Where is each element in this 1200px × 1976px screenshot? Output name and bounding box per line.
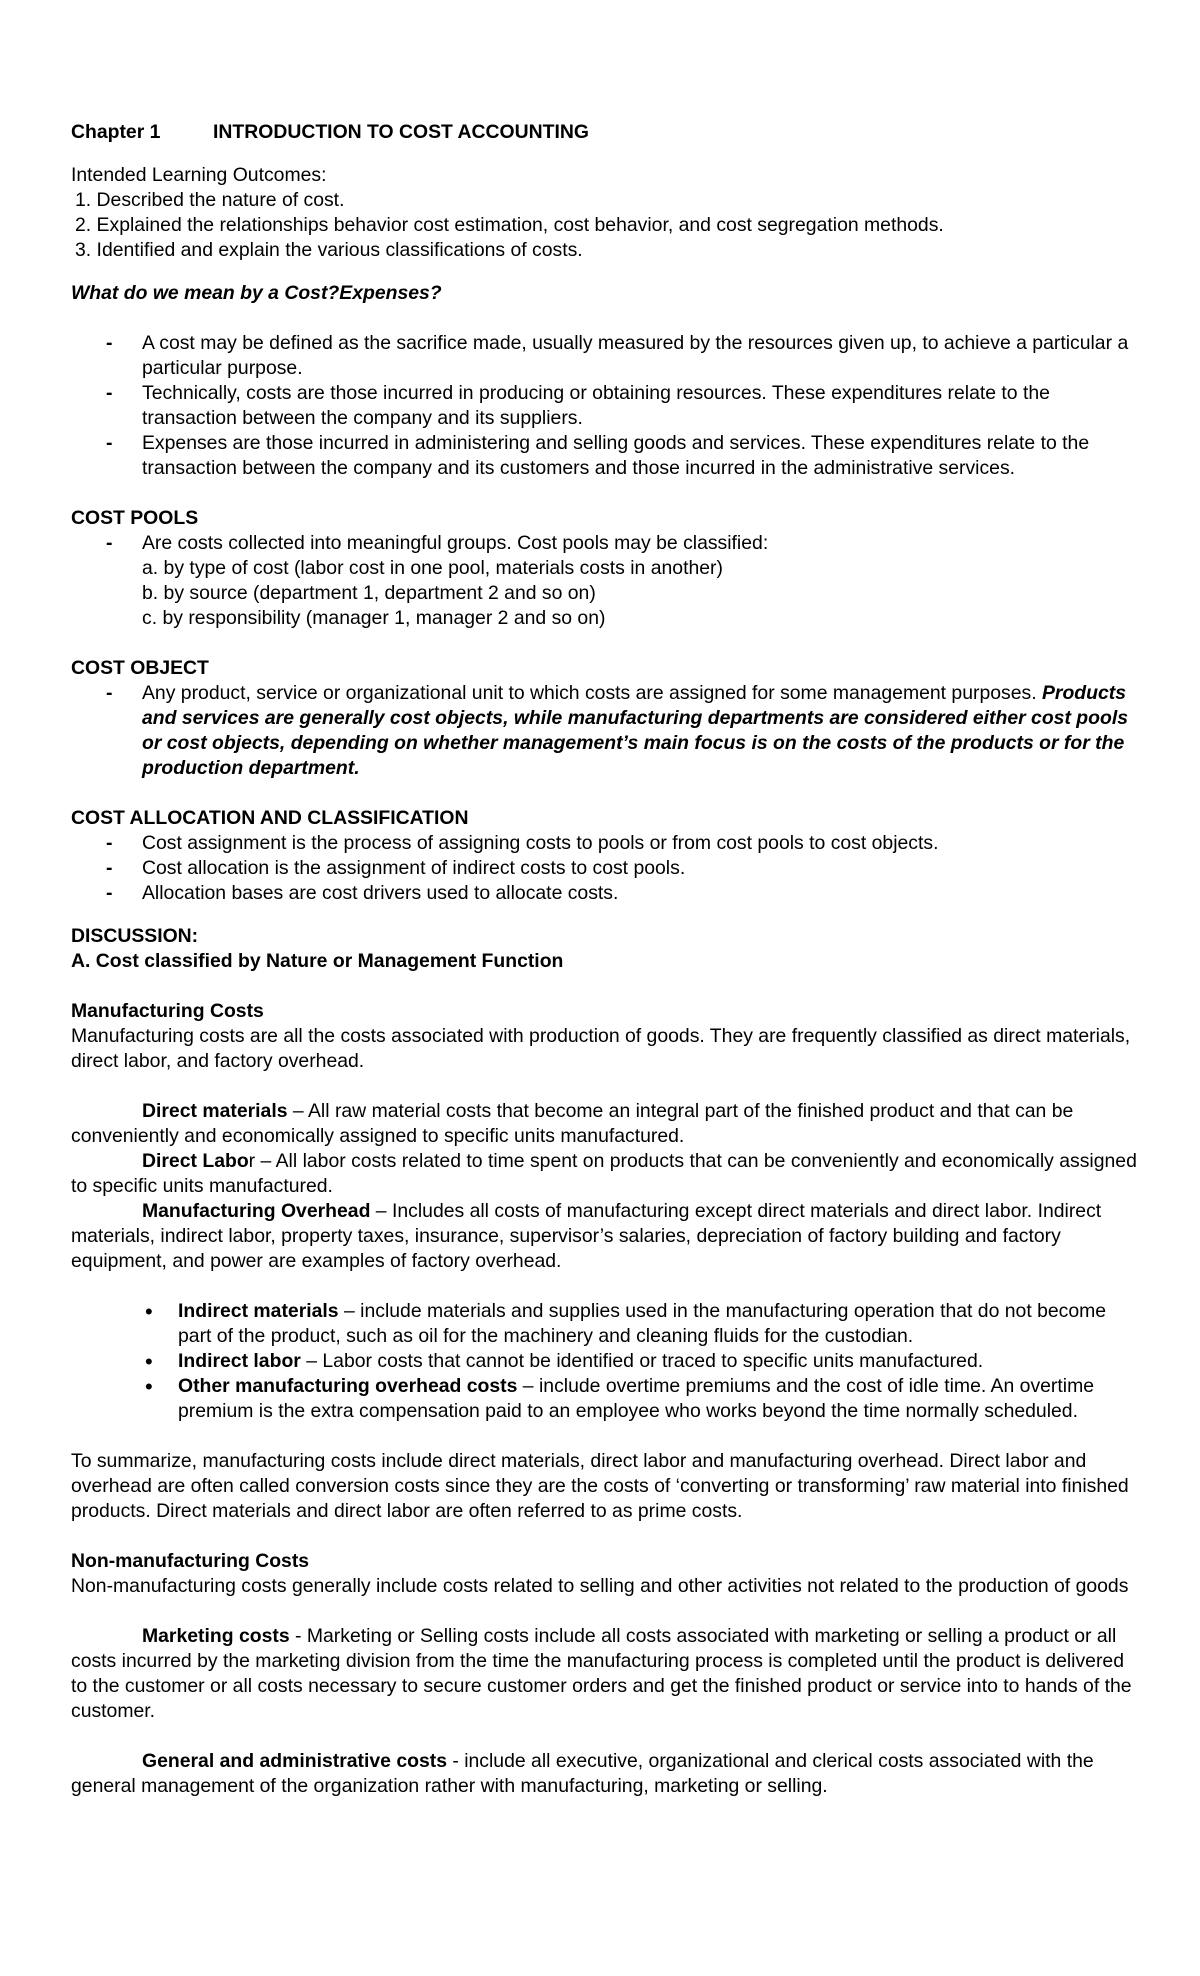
cost-definition-list [71, 331, 1141, 481]
cost-object-emphasis: Products and services are generally cost objects, while manufacturing departments are considered either cost pools or cost objects, depending on whether management’s main focus is on the costs of the products or for the production department. [142, 682, 1129, 779]
cost-pool-item: a. by type of cost (labor cost in one pool, materials costs in another) [142, 557, 723, 579]
chapter-title [71, 120, 1141, 145]
cost-pool-item: c. by responsibility (manager 1, manager 2 and so on) [142, 607, 606, 629]
discussion-subheading: A. Cost classified by Nature or Management Function [71, 950, 564, 972]
cost-object-list [71, 681, 1141, 781]
definition-item: - Expenses are those incurred in administering and selling goods and services. These expenditures relate to the transaction between the company and its customers and those incurred in the administrative services. [142, 431, 1141, 481]
definition-item: - Technically, costs are those incurred in producing or obtaining resources. These expenditures relate to the transaction between the company and its suppliers. [142, 381, 1141, 431]
allocation-item: - Cost assignment is the process of assigning costs to pools or from cost pools to cost objects. [142, 831, 1141, 856]
cost-object-item: - Any product, service or organizational unit to which costs are assigned for some management purposes. Products and services are generally cost objects, while manufacturing departments are considered either cost pools or cost objects, depending on whether management’s main focus is on the costs of the products or for the production department. [142, 681, 1141, 781]
outcome-item: 1. Described the nature of cost. [75, 189, 345, 211]
overhead-paragraph: Manufacturing Overhead – Includes all costs of manufacturing except direct materials and direct labor. Indirect materials, indirect labor, property taxes, insurance, supervisor’s salaries, depreciation of factory building and factory equipment, and power are examples of factory overhead. [71, 1200, 1102, 1272]
cost-pools-list [71, 531, 1141, 631]
cost-pool-item: b. by source (department 1, department 2 and so on) [142, 582, 596, 604]
direct-labor-paragraph: Direct Labor – All labor costs related to time spent on products that can be conveniently and economically assigned to specific units manufactured. [71, 1150, 1137, 1197]
manufacturing-intro: Manufacturing costs are all the costs associated with production of goods. They are frequently classified as direct materials, direct labor, and factory overhead. [71, 1025, 1131, 1072]
general-admin-paragraph: General and administrative costs - include all executive, organizational and clerical costs associated with the general management of the organization rather with manufacturing, marketing or selling. [71, 1750, 1094, 1797]
question-heading: What do we mean by a Cost?Expenses? [71, 282, 442, 304]
outcomes-list [71, 188, 1141, 263]
chapter-heading: INTRODUCTION TO COST ACCOUNTING [213, 121, 589, 143]
allocation-heading: COST ALLOCATION AND CLASSIFICATION [71, 807, 469, 829]
outcomes-heading: Intended Learning Outcomes: [71, 164, 327, 186]
document-page [71, 120, 1141, 1799]
cost-pools-intro: - Are costs collected into meaningful groups. Cost pools may be classified: a. by type of cost (labor cost in one pool, materials costs in another) b. by source (department 1, department 2 and so on) c. by responsibility (manager 1, manager 2 and so on) [142, 531, 1141, 631]
marketing-paragraph: Marketing costs - Marketing or Selling costs include all costs associated with marketing or selling a product or all costs incurred by the marketing division from the time the manufacturing process is completed until the product is delivered to the customer or all costs necessary to secure customer orders and get the finished product or service into to hands of the customer. [71, 1625, 1132, 1722]
non-manufacturing-intro: Non-manufacturing costs generally include costs related to selling and other activities not related to the production of goods [71, 1575, 1129, 1597]
overhead-bullet-item: • Indirect materials – include materials and supplies used in the manufacturing operation that do not become part of the product, such as oil for the machinery and cleaning fluids for the custodian. [178, 1299, 1141, 1349]
allocation-item: - Cost allocation is the assignment of indirect costs to cost pools. [142, 856, 1141, 881]
chapter-number: Chapter 1 [71, 121, 161, 143]
definition-item: - A cost may be defined as the sacrifice made, usually measured by the resources given up, to achieve a particular a particular purpose. [142, 331, 1141, 381]
direct-materials-paragraph: Direct materials – All raw material costs that become an integral part of the finished product and that can be conveniently and economically assigned to specific units manufactured. [71, 1100, 1074, 1147]
outcome-item: 2. Explained the relationships behavior cost estimation, cost behavior, and cost segregation methods. [75, 214, 944, 236]
overhead-bullet-item: • Other manufacturing overhead costs – include overtime premiums and the cost of idle time. An overtime premium is the extra compensation paid to an employee who works beyond the time normally scheduled. [178, 1374, 1141, 1424]
summary-paragraph: To summarize, manufacturing costs include direct materials, direct labor and manufacturing overhead. Direct labor and overhead are often called conversion costs since they are the costs of ‘converting or transforming’ raw material into finished products. Direct materials and direct labor are often referred to as prime costs. [71, 1450, 1129, 1522]
allocation-item: - Allocation bases are cost drivers used to allocate costs. [142, 881, 1141, 906]
allocation-list [71, 831, 1141, 906]
non-manufacturing-heading: Non-manufacturing Costs [71, 1550, 310, 1572]
outcome-item: 3. Identified and explain the various classifications of costs. [75, 239, 583, 261]
overhead-bullet-list [71, 1299, 1141, 1424]
manufacturing-heading: Manufacturing Costs [71, 1000, 264, 1022]
overhead-bullet-item: • Indirect labor – Labor costs that cannot be identified or traced to specific units manufactured. [178, 1349, 1141, 1374]
cost-pools-heading: COST POOLS [71, 507, 199, 529]
discussion-heading: DISCUSSION: [71, 925, 199, 947]
cost-object-heading: COST OBJECT [71, 657, 209, 679]
